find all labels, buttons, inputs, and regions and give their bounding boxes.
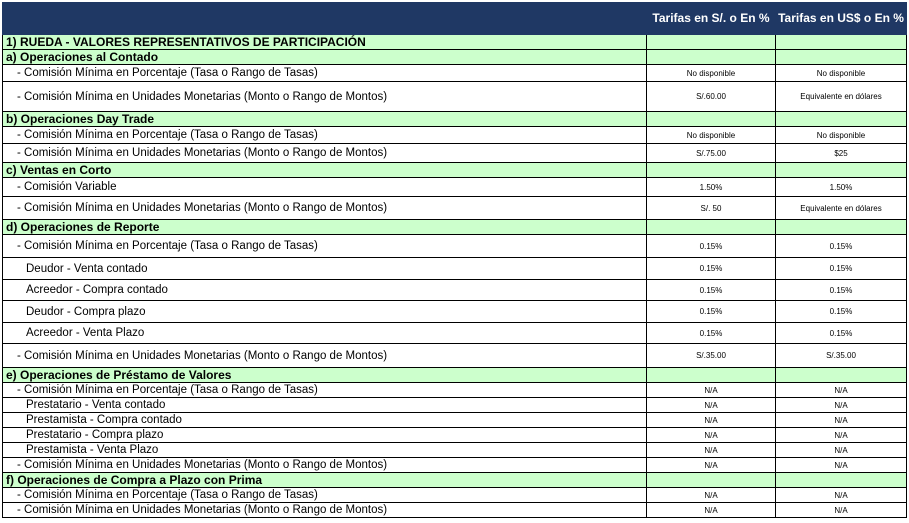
usd-rate-cell: Equivalente en dólares — [776, 197, 907, 220]
section-title: a) Operaciones al Contado — [2, 50, 647, 65]
row-label: - Comisión Mínima en Unidades Monetarias (Monto o Rango de Montos) — [2, 82, 647, 112]
pen-rate-cell: S/.75.00 — [647, 144, 776, 163]
table-row — [2, 458, 907, 473]
row-label: Prestamista - Venta Plazo — [2, 443, 647, 458]
usd-rate-cell: 0.15% — [776, 323, 907, 344]
usd-rate-cell: 0.15% — [776, 301, 907, 323]
table-header-row — [2, 2, 907, 35]
header-pen-column: Tarifas en S/. o En % — [647, 2, 776, 35]
table-row — [2, 443, 907, 458]
table-row — [2, 178, 907, 197]
section-header-row — [2, 368, 907, 383]
usd-rate-cell — [776, 112, 907, 127]
pen-rate-cell: S/. 50 — [647, 197, 776, 220]
row-label: - Comisión Mínima en Unidades Monetarias (Monto o Rango de Montos) — [2, 144, 647, 163]
row-label: Acreedor - Venta Plazo — [2, 323, 647, 344]
usd-rate-cell — [776, 50, 907, 65]
pen-rate-cell: 0.15% — [647, 301, 776, 323]
usd-rate-cell: No disponible — [776, 127, 907, 144]
usd-rate-cell: S/.35.00 — [776, 344, 907, 368]
table-row — [2, 383, 907, 398]
pen-rate-cell: No disponible — [647, 127, 776, 144]
row-label: - Comisión Mínima en Porcentaje (Tasa o Rango de Tasas) — [2, 235, 647, 258]
table-row — [2, 197, 907, 220]
row-label: Prestatario - Venta contado — [2, 398, 647, 413]
row-label: - Comisión Mínima en Porcentaje (Tasa o Rango de Tasas) — [2, 383, 647, 398]
usd-rate-cell: N/A — [776, 413, 907, 428]
section-title: d) Operaciones de Reporte — [2, 220, 647, 235]
table-row — [2, 413, 907, 428]
usd-rate-cell: 0.15% — [776, 258, 907, 280]
pen-rate-cell: S/.35.00 — [647, 344, 776, 368]
pen-rate-cell — [647, 50, 776, 65]
usd-rate-cell: N/A — [776, 428, 907, 443]
pen-rate-cell — [647, 163, 776, 178]
pen-rate-cell: 0.15% — [647, 258, 776, 280]
table-row — [2, 301, 907, 323]
usd-rate-cell: 0.15% — [776, 235, 907, 258]
pen-rate-cell: 0.15% — [647, 280, 776, 301]
section-header-row — [2, 112, 907, 127]
table-row — [2, 323, 907, 344]
table-row — [2, 258, 907, 280]
usd-rate-cell: N/A — [776, 488, 907, 503]
row-label: Prestatario - Compra plazo — [2, 428, 647, 443]
pen-rate-cell — [647, 368, 776, 383]
pen-rate-cell: No disponible — [647, 65, 776, 82]
table-row — [2, 144, 907, 163]
pen-rate-cell: 1.50% — [647, 178, 776, 197]
section-header-row — [2, 163, 907, 178]
usd-rate-cell: N/A — [776, 443, 907, 458]
section-blank-cell — [776, 35, 907, 50]
main-section-title: 1) RUEDA - VALORES REPRESENTATIVOS DE PARTICIPACIÓN — [2, 35, 647, 50]
pen-rate-cell: S/.60.00 — [647, 82, 776, 112]
row-label: - Comisión Mínima en Unidades Monetarias (Monto o Rango de Montos) — [2, 344, 647, 368]
pen-rate-cell: N/A — [647, 503, 776, 518]
usd-rate-cell: N/A — [776, 458, 907, 473]
section-title: b) Operaciones Day Trade — [2, 112, 647, 127]
table-row — [2, 127, 907, 144]
usd-rate-cell — [776, 368, 907, 383]
pen-rate-cell: N/A — [647, 458, 776, 473]
pen-rate-cell: N/A — [647, 428, 776, 443]
pen-rate-cell — [647, 112, 776, 127]
row-label: - Comisión Variable — [2, 178, 647, 197]
section-header-row — [2, 473, 907, 488]
row-label: - Comisión Mínima en Unidades Monetarias (Monto o Rango de Montos) — [2, 503, 647, 518]
section-header-row — [2, 220, 907, 235]
pen-rate-cell — [647, 473, 776, 488]
row-label: Deudor - Venta contado — [2, 258, 647, 280]
usd-rate-cell: No disponible — [776, 65, 907, 82]
header-blank-cell — [2, 2, 647, 35]
row-label: - Comisión Mínima en Porcentaje (Tasa o Rango de Tasas) — [2, 127, 647, 144]
table-row — [2, 235, 907, 258]
table-row — [2, 82, 907, 112]
main-section-row — [2, 35, 907, 50]
usd-rate-cell: N/A — [776, 383, 907, 398]
pen-rate-cell: N/A — [647, 413, 776, 428]
table-row — [2, 344, 907, 368]
section-title: f) Operaciones de Compra a Plazo con Prima — [2, 473, 647, 488]
pen-rate-cell: 0.15% — [647, 235, 776, 258]
usd-rate-cell: 1.50% — [776, 178, 907, 197]
table-row — [2, 398, 907, 413]
usd-rate-cell — [776, 163, 907, 178]
table-row — [2, 503, 907, 518]
pen-rate-cell: N/A — [647, 443, 776, 458]
table-row — [2, 280, 907, 301]
pen-rate-cell: N/A — [647, 383, 776, 398]
row-label: Acreedor - Compra contado — [2, 280, 647, 301]
pen-rate-cell: N/A — [647, 488, 776, 503]
usd-rate-cell — [776, 220, 907, 235]
section-header-row — [2, 50, 907, 65]
section-title: e) Operaciones de Préstamo de Valores — [2, 368, 647, 383]
row-label: - Comisión Mínima en Porcentaje (Tasa o Rango de Tasas) — [2, 65, 647, 82]
section-blank-cell — [647, 35, 776, 50]
row-label: Prestamista - Compra contado — [2, 413, 647, 428]
table-row — [2, 65, 907, 82]
usd-rate-cell: $25 — [776, 144, 907, 163]
pen-rate-cell: N/A — [647, 398, 776, 413]
pen-rate-cell — [647, 220, 776, 235]
row-label: - Comisión Mínima en Unidades Monetarias (Monto o Rango de Montos) — [2, 197, 647, 220]
usd-rate-cell: 0.15% — [776, 280, 907, 301]
row-label: - Comisión Mínima en Porcentaje (Tasa o Rango de Tasas) — [2, 488, 647, 503]
section-title: c) Ventas en Corto — [2, 163, 647, 178]
usd-rate-cell: Equivalente en dólares — [776, 82, 907, 112]
header-usd-column: Tarifas en US$ o En % — [776, 2, 907, 35]
usd-rate-cell: N/A — [776, 398, 907, 413]
usd-rate-cell — [776, 473, 907, 488]
usd-rate-cell: N/A — [776, 503, 907, 518]
table-row — [2, 488, 907, 503]
row-label: - Comisión Mínima en Unidades Monetarias (Monto o Rango de Montos) — [2, 458, 647, 473]
pen-rate-cell: 0.15% — [647, 323, 776, 344]
row-label: Deudor - Compra plazo — [2, 301, 647, 323]
table-row — [2, 428, 907, 443]
